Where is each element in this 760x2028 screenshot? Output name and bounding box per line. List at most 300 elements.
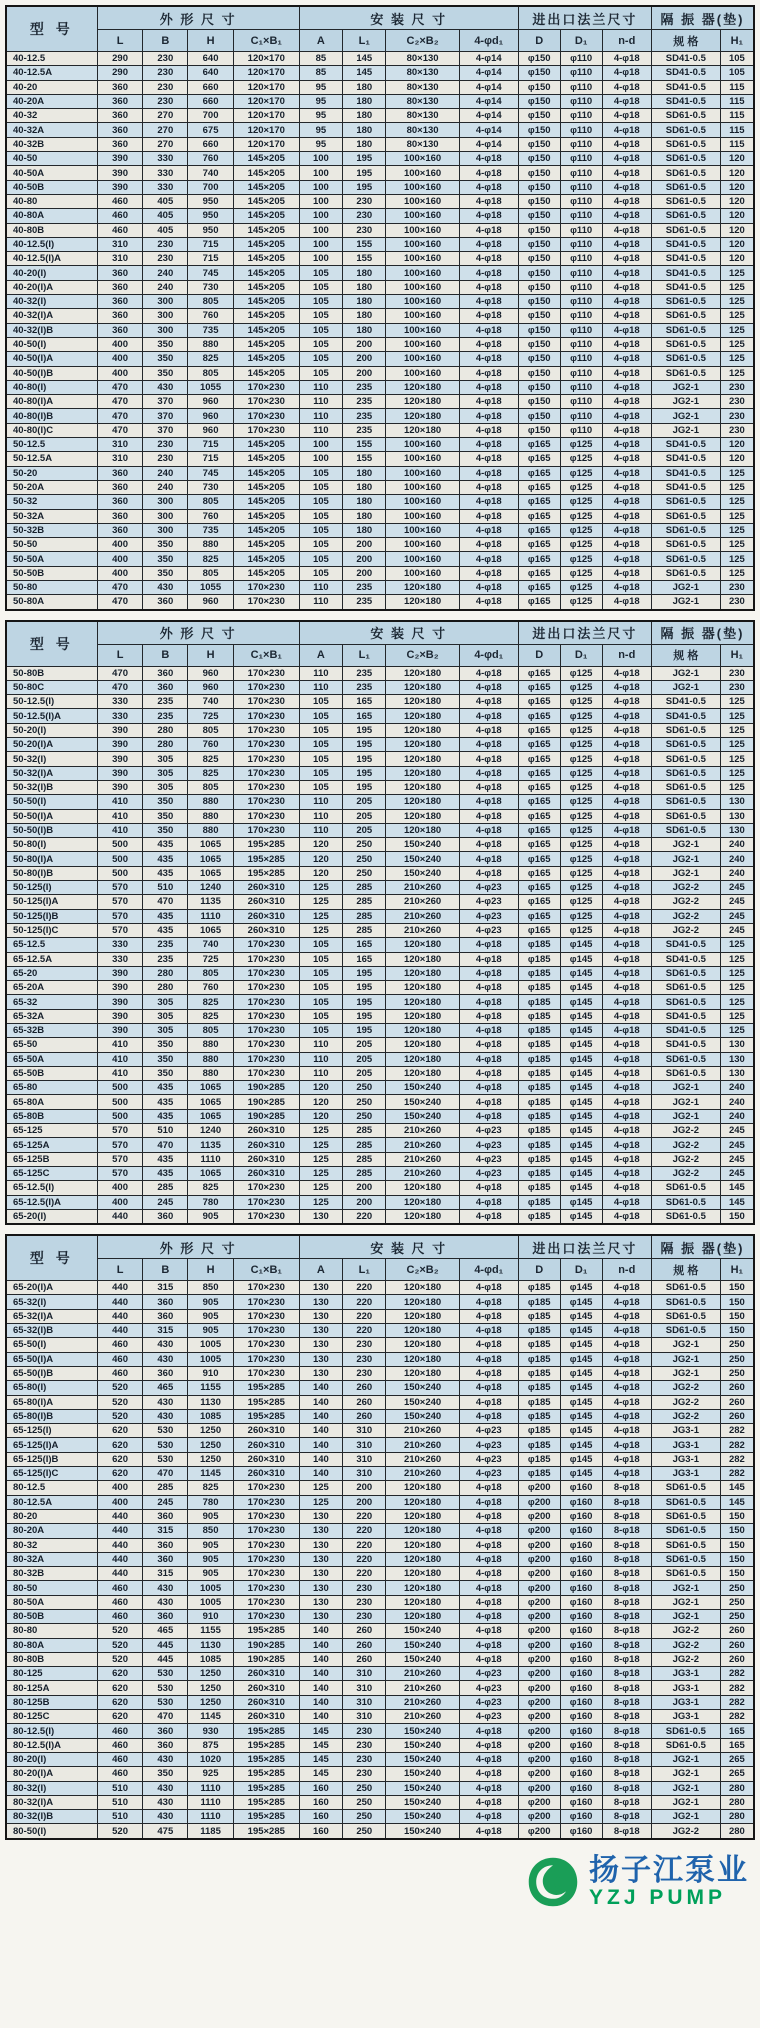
value-cell: 235 [143, 938, 188, 952]
value-cell: 360 [143, 680, 188, 694]
value-cell: 410 [97, 809, 143, 823]
model-cell: 40-80B [6, 223, 97, 237]
value-cell: 125 [720, 523, 754, 537]
value-cell: 520 [97, 1652, 143, 1666]
value-cell: 120 [720, 252, 754, 266]
value-cell: 180 [343, 495, 386, 509]
value-cell: 170×230 [233, 1024, 299, 1038]
value-cell: SD41-0.5 [651, 938, 720, 952]
value-cell: 360 [143, 1538, 188, 1552]
value-cell: 4-φ18 [459, 1781, 518, 1795]
table-row [6, 109, 754, 123]
value-cell: 4-φ18 [459, 1552, 518, 1566]
model-cell: 80-20(I) [6, 1752, 97, 1766]
value-cell: 130 [720, 1066, 754, 1080]
value-cell: JG2-1 [651, 866, 720, 880]
value-cell: 280 [143, 738, 188, 752]
value-cell: SD41-0.5 [651, 695, 720, 709]
value-cell: 170×230 [233, 1038, 299, 1052]
model-cell: 50-80A [6, 595, 97, 610]
model-cell: 40-50(I)A [6, 352, 97, 366]
value-cell: 4-φ18 [602, 866, 651, 880]
value-cell: 250 [343, 1795, 386, 1809]
value-cell: SD61-0.5 [651, 1524, 720, 1538]
value-cell: 4-φ18 [459, 180, 518, 194]
table-row [6, 123, 754, 137]
value-cell: 405 [143, 209, 188, 223]
value-cell: 280 [143, 723, 188, 737]
value-cell: 1065 [188, 1166, 234, 1180]
value-cell: 4-φ18 [602, 838, 651, 852]
value-cell: 115 [720, 109, 754, 123]
value-cell: 105 [720, 66, 754, 80]
model-cell: 80-20 [6, 1509, 97, 1523]
value-cell: 120×180 [386, 395, 459, 409]
value-cell: 4-φ18 [459, 523, 518, 537]
value-cell: 230 [343, 194, 386, 208]
model-cell: 65-20A [6, 981, 97, 995]
value-cell: φ165 [518, 780, 560, 794]
value-cell: 4-φ18 [459, 1081, 518, 1095]
value-cell: SD61-0.5 [651, 137, 720, 151]
value-cell: 145 [720, 1181, 754, 1195]
value-cell: 145×205 [233, 538, 299, 552]
value-cell: 300 [143, 495, 188, 509]
value-cell: 875 [188, 1738, 234, 1752]
value-cell: 760 [188, 309, 234, 323]
value-cell: 4-φ18 [602, 1109, 651, 1123]
table-row [6, 1595, 754, 1609]
value-cell: φ185 [518, 1195, 560, 1209]
value-cell: 960 [188, 680, 234, 694]
value-cell: 120×180 [386, 938, 459, 952]
value-cell: 360 [143, 1509, 188, 1523]
value-cell: 100×160 [386, 509, 459, 523]
value-cell: 8-φ18 [602, 1752, 651, 1766]
value-cell: φ110 [560, 94, 602, 108]
model-cell: 65-80 [6, 1081, 97, 1095]
value-cell: 195 [343, 166, 386, 180]
column-header: C₂×B₂ [386, 30, 459, 52]
value-cell: 260×310 [233, 1467, 299, 1481]
value-cell: JG2-1 [651, 1109, 720, 1123]
value-cell: 400 [97, 337, 143, 351]
value-cell: φ185 [518, 1324, 560, 1338]
value-cell: φ160 [560, 1581, 602, 1595]
value-cell: 4-φ18 [459, 309, 518, 323]
value-cell: 390 [97, 780, 143, 794]
model-cell: 65-80(I) [6, 1381, 97, 1395]
table-row [6, 1181, 754, 1195]
value-cell: 170×230 [233, 1209, 299, 1224]
value-cell: φ110 [560, 295, 602, 309]
value-cell: 305 [143, 780, 188, 794]
value-cell: 120×180 [386, 795, 459, 809]
value-cell: 4-φ18 [602, 580, 651, 594]
value-cell: 4-φ23 [459, 895, 518, 909]
group-header: 进出口法兰尺寸 [518, 6, 651, 30]
value-cell: 210×260 [386, 1438, 459, 1452]
value-cell: JG2-1 [651, 1767, 720, 1781]
value-cell: 170×230 [233, 1066, 299, 1080]
value-cell: φ125 [560, 909, 602, 923]
value-cell: φ165 [518, 823, 560, 837]
value-cell: 500 [97, 1095, 143, 1109]
value-cell: 4-φ18 [602, 1166, 651, 1180]
value-cell: 100×160 [386, 209, 459, 223]
value-cell: 360 [97, 295, 143, 309]
table-row [6, 409, 754, 423]
value-cell: 110 [299, 680, 342, 694]
value-cell: 245 [720, 895, 754, 909]
value-cell: 4-φ18 [459, 194, 518, 208]
value-cell: 910 [188, 1366, 234, 1380]
value-cell: φ160 [560, 1824, 602, 1839]
value-cell: φ125 [560, 580, 602, 594]
value-cell: 4-φ18 [602, 480, 651, 494]
value-cell: 125 [720, 480, 754, 494]
value-cell: 250 [343, 1109, 386, 1123]
value-cell: 170×230 [233, 938, 299, 952]
value-cell: 4-φ18 [602, 1281, 651, 1295]
value-cell: φ160 [560, 1567, 602, 1581]
value-cell: 120 [720, 452, 754, 466]
value-cell: 310 [97, 452, 143, 466]
value-cell: 195×285 [233, 1724, 299, 1738]
value-cell: 825 [188, 752, 234, 766]
model-cell: 40-80(I)C [6, 423, 97, 437]
value-cell: 1240 [188, 1124, 234, 1138]
column-header: n-d [602, 1259, 651, 1281]
value-cell: 330 [97, 709, 143, 723]
value-cell: 195×285 [233, 1409, 299, 1423]
value-cell: 105 [299, 966, 342, 980]
value-cell: 200 [343, 1195, 386, 1209]
value-cell: SD61-0.5 [651, 1552, 720, 1566]
table-row [6, 966, 754, 980]
table-row [6, 1152, 754, 1166]
value-cell: 125 [299, 1481, 342, 1495]
value-cell: 315 [143, 1524, 188, 1538]
model-cell: 65-125A [6, 1138, 97, 1152]
value-cell: 8-φ18 [602, 1724, 651, 1738]
value-cell: 4-φ18 [602, 1195, 651, 1209]
value-cell: φ200 [518, 1495, 560, 1509]
value-cell: φ145 [560, 995, 602, 1009]
value-cell: 730 [188, 280, 234, 294]
model-cell: 80-50B [6, 1609, 97, 1623]
value-cell: 1020 [188, 1752, 234, 1766]
table-row [6, 137, 754, 151]
value-cell: 170×230 [233, 695, 299, 709]
value-cell: 120×180 [386, 1009, 459, 1023]
table-row [6, 1395, 754, 1409]
value-cell: 4-φ18 [459, 1738, 518, 1752]
value-cell: 4-φ18 [602, 981, 651, 995]
value-cell: 125 [299, 1166, 342, 1180]
value-cell: 285 [343, 1152, 386, 1166]
model-cell: 50-32(I)A [6, 766, 97, 780]
value-cell: 725 [188, 709, 234, 723]
value-cell: φ185 [518, 1281, 560, 1295]
value-cell: 235 [343, 395, 386, 409]
value-cell: φ125 [560, 452, 602, 466]
value-cell: 410 [97, 795, 143, 809]
model-cell: 80-50 [6, 1581, 97, 1595]
value-cell: 245 [720, 881, 754, 895]
spec-table-3 [5, 1234, 755, 1840]
value-cell: 460 [97, 209, 143, 223]
value-cell: 620 [97, 1438, 143, 1452]
value-cell: 130 [299, 1366, 342, 1380]
model-cell: 40-32(I) [6, 295, 97, 309]
value-cell: φ145 [560, 1366, 602, 1380]
column-header: 4-φd₁ [459, 1259, 518, 1281]
value-cell: φ150 [518, 266, 560, 280]
value-cell: 120×180 [386, 1309, 459, 1323]
value-cell: 570 [97, 1124, 143, 1138]
value-cell: 230 [343, 1738, 386, 1752]
group-header: 隔 振 器(垫) [651, 621, 754, 645]
value-cell: 245 [720, 1124, 754, 1138]
value-cell: 350 [143, 337, 188, 351]
model-cell: 80-125C [6, 1710, 97, 1724]
value-cell: 850 [188, 1524, 234, 1538]
value-cell: 105 [299, 695, 342, 709]
value-cell: 330 [143, 180, 188, 194]
value-cell: 180 [343, 266, 386, 280]
value-cell: 130 [299, 1324, 342, 1338]
value-cell: 4-φ18 [459, 1024, 518, 1038]
value-cell: 105 [299, 295, 342, 309]
value-cell: 290 [97, 66, 143, 80]
value-cell: 500 [97, 838, 143, 852]
value-cell: 4-φ18 [602, 1295, 651, 1309]
value-cell: 880 [188, 795, 234, 809]
value-cell: 140 [299, 1395, 342, 1409]
value-cell: 150×240 [386, 1381, 459, 1395]
value-cell: 140 [299, 1667, 342, 1681]
value-cell: 4-φ18 [459, 1338, 518, 1352]
value-cell: 4-φ18 [459, 1795, 518, 1809]
value-cell: φ125 [560, 923, 602, 937]
value-cell: 260 [720, 1652, 754, 1666]
value-cell: 530 [143, 1452, 188, 1466]
group-header: 外 形 尺 寸 [97, 6, 299, 30]
value-cell: 150 [720, 1509, 754, 1523]
value-cell: 570 [97, 1138, 143, 1152]
model-cell: 80-12.5A [6, 1495, 97, 1509]
value-cell: 120 [720, 223, 754, 237]
value-cell: 4-φ23 [459, 1166, 518, 1180]
value-cell: 105 [299, 709, 342, 723]
model-cell: 50-80(I)A [6, 852, 97, 866]
value-cell: 80×130 [386, 52, 459, 66]
value-cell: 4-φ18 [459, 723, 518, 737]
value-cell: SD61-0.5 [651, 823, 720, 837]
value-cell: 8-φ18 [602, 1824, 651, 1839]
value-cell: 170×230 [233, 823, 299, 837]
table-row [6, 1481, 754, 1495]
value-cell: 120×180 [386, 1595, 459, 1609]
value-cell: 445 [143, 1638, 188, 1652]
value-cell: 4-φ18 [602, 1024, 651, 1038]
value-cell: φ150 [518, 237, 560, 251]
value-cell: 125 [299, 1124, 342, 1138]
value-cell: SD41-0.5 [651, 438, 720, 452]
value-cell: 110 [299, 380, 342, 394]
value-cell: 100×160 [386, 538, 459, 552]
value-cell: 105 [299, 509, 342, 523]
value-cell: SD61-0.5 [651, 166, 720, 180]
value-cell: φ185 [518, 1109, 560, 1123]
value-cell: 145×205 [233, 237, 299, 251]
value-cell: φ160 [560, 1752, 602, 1766]
value-cell: 4-φ18 [602, 895, 651, 909]
model-cell: 65-12.5 [6, 938, 97, 952]
value-cell: 500 [97, 1081, 143, 1095]
value-cell: 230 [343, 1609, 386, 1623]
value-cell: 195×285 [233, 1752, 299, 1766]
table-row [6, 1781, 754, 1795]
value-cell: 230 [143, 80, 188, 94]
value-cell: 360 [97, 480, 143, 494]
value-cell: 100×160 [386, 452, 459, 466]
value-cell: φ165 [518, 881, 560, 895]
value-cell: φ160 [560, 1638, 602, 1652]
value-cell: 120×180 [386, 1567, 459, 1581]
value-cell: 85 [299, 52, 342, 66]
value-cell: 1065 [188, 1109, 234, 1123]
value-cell: φ145 [560, 1395, 602, 1409]
value-cell: SD41-0.5 [651, 1038, 720, 1052]
value-cell: 170×230 [233, 752, 299, 766]
value-cell: φ125 [560, 538, 602, 552]
value-cell: 105 [299, 738, 342, 752]
value-cell: 145×205 [233, 295, 299, 309]
value-cell: 8-φ18 [602, 1667, 651, 1681]
value-cell: 100 [299, 438, 342, 452]
value-cell: φ125 [560, 480, 602, 494]
value-cell: φ110 [560, 237, 602, 251]
value-cell: 4-φ18 [459, 1638, 518, 1652]
value-cell: 145×205 [233, 266, 299, 280]
value-cell: 130 [720, 1052, 754, 1066]
value-cell: 105 [299, 766, 342, 780]
table-row [6, 680, 754, 694]
value-cell: 330 [143, 152, 188, 166]
value-cell: φ185 [518, 1009, 560, 1023]
value-cell: φ125 [560, 566, 602, 580]
value-cell: 1110 [188, 909, 234, 923]
value-cell: 780 [188, 1495, 234, 1509]
value-cell: φ165 [518, 723, 560, 737]
value-cell: 165 [343, 709, 386, 723]
value-cell: φ150 [518, 152, 560, 166]
table-row [6, 1652, 754, 1666]
value-cell: 500 [97, 852, 143, 866]
value-cell: 825 [188, 1181, 234, 1195]
value-cell: 700 [188, 109, 234, 123]
value-cell: 170×230 [233, 580, 299, 594]
value-cell: 205 [343, 809, 386, 823]
value-cell: 125 [720, 1024, 754, 1038]
value-cell: 80×130 [386, 109, 459, 123]
value-cell: 1130 [188, 1638, 234, 1652]
value-cell: 120×180 [386, 423, 459, 437]
value-cell: 8-φ18 [602, 1509, 651, 1523]
value-cell: 880 [188, 809, 234, 823]
value-cell: JG2-2 [651, 895, 720, 909]
value-cell: φ145 [560, 1281, 602, 1295]
value-cell: 4-φ18 [602, 709, 651, 723]
value-cell: 105 [299, 466, 342, 480]
value-cell: 430 [143, 380, 188, 394]
value-cell: 150×240 [386, 1824, 459, 1839]
value-cell: 850 [188, 1281, 234, 1295]
value-cell: 230 [343, 209, 386, 223]
value-cell: JG2-2 [651, 1138, 720, 1152]
model-cell: 80-80B [6, 1652, 97, 1666]
value-cell: 170×230 [233, 1609, 299, 1623]
model-cell: 50-125(I) [6, 881, 97, 895]
value-cell: φ165 [518, 566, 560, 580]
model-cell: 65-80(I)B [6, 1409, 97, 1423]
value-cell: 260×310 [233, 909, 299, 923]
value-cell: SD61-0.5 [651, 723, 720, 737]
model-cell: 50-80(I)B [6, 866, 97, 880]
value-cell: 390 [97, 180, 143, 194]
value-cell: JG2-2 [651, 1824, 720, 1839]
value-cell: 4-φ18 [459, 152, 518, 166]
value-cell: 200 [343, 337, 386, 351]
value-cell: 1065 [188, 838, 234, 852]
value-cell: 4-φ18 [459, 695, 518, 709]
value-cell: 170×230 [233, 1552, 299, 1566]
value-cell: 570 [97, 909, 143, 923]
table-row [6, 237, 754, 251]
value-cell: 195×285 [233, 1381, 299, 1395]
value-cell: 780 [188, 1195, 234, 1209]
value-cell: 440 [97, 1552, 143, 1566]
value-cell: 4-φ18 [459, 1281, 518, 1295]
value-cell: 210×260 [386, 881, 459, 895]
value-cell: 760 [188, 509, 234, 523]
value-cell: 4-φ18 [602, 1352, 651, 1366]
model-cell: 50-32(I)B [6, 780, 97, 794]
value-cell: φ150 [518, 52, 560, 66]
table-row [6, 1009, 754, 1023]
value-cell: 4-φ18 [459, 852, 518, 866]
value-cell: φ145 [560, 1038, 602, 1052]
value-cell: 140 [299, 1710, 342, 1724]
value-cell: 120 [299, 1081, 342, 1095]
value-cell: φ165 [518, 666, 560, 680]
value-cell: φ110 [560, 194, 602, 208]
value-cell: φ125 [560, 795, 602, 809]
value-cell: 120 [299, 852, 342, 866]
value-cell: φ160 [560, 1524, 602, 1538]
value-cell: 245 [720, 1152, 754, 1166]
value-cell: 105 [299, 280, 342, 294]
value-cell: φ185 [518, 1452, 560, 1466]
table-row [6, 1681, 754, 1695]
value-cell: 4-φ18 [459, 1409, 518, 1423]
value-cell: φ200 [518, 1538, 560, 1552]
value-cell: SD61-0.5 [651, 1495, 720, 1509]
value-cell: 880 [188, 1052, 234, 1066]
value-cell: φ200 [518, 1595, 560, 1609]
